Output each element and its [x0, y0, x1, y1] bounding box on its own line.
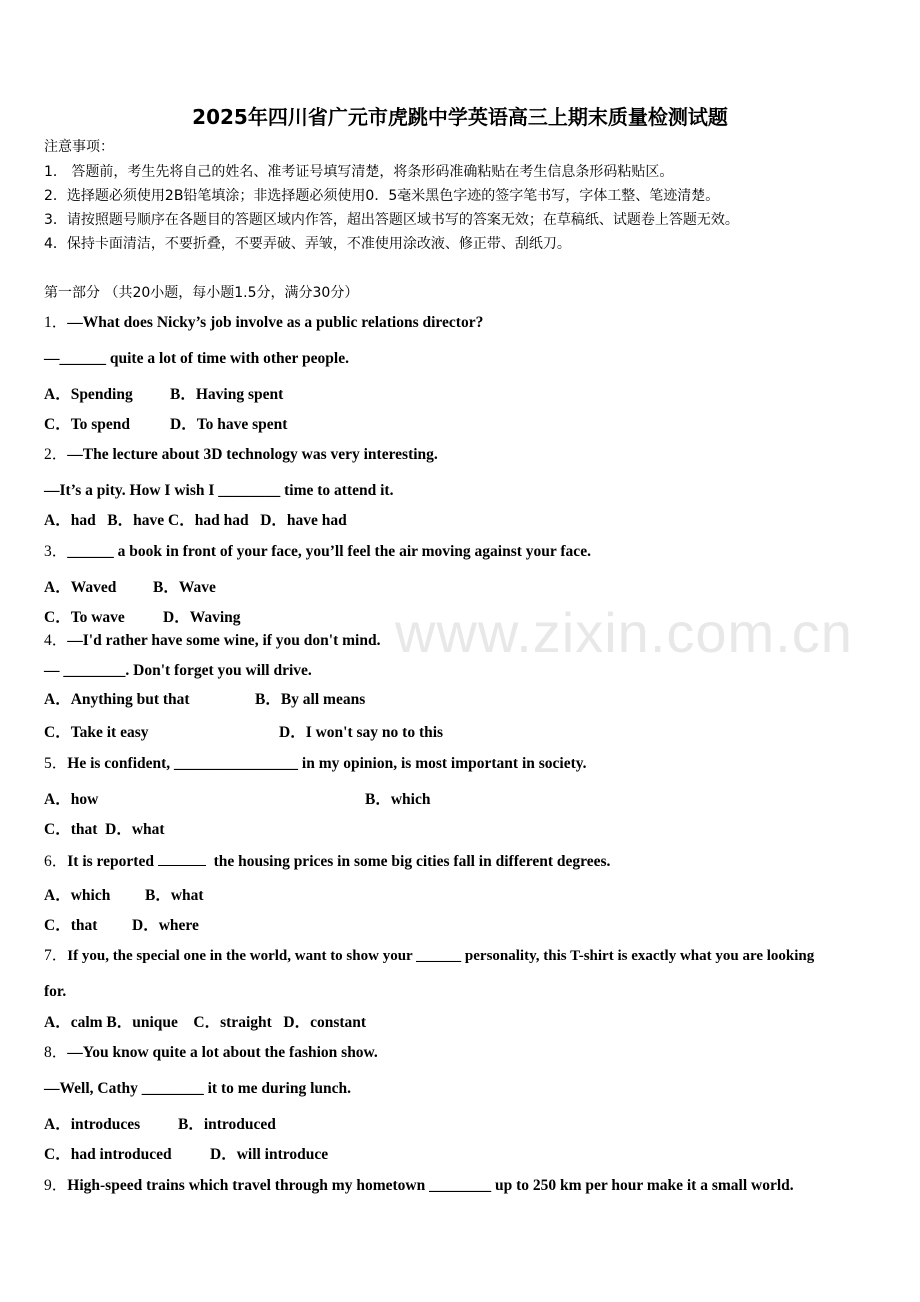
options-row: A．had B．have C．had had D．have had [44, 512, 347, 529]
question-number: 5． [44, 755, 68, 772]
question-7-line2: for. [44, 983, 67, 1000]
option-a: A．how [44, 791, 99, 808]
question-number: 6． [44, 853, 68, 870]
option-d: D．will introduce [210, 1146, 329, 1163]
question-2 [44, 446, 438, 464]
question-6 [44, 851, 610, 871]
option-a: A．introduces [44, 1116, 141, 1133]
option-d: D．I won't say no to this [279, 724, 444, 741]
question-text-start: It is reported [67, 853, 154, 870]
options-row: C．that D．what [44, 821, 165, 838]
question-text: —I'd rather have some wine, if you don't mind. [67, 632, 381, 649]
question-3 [44, 543, 591, 561]
option-b: B．introduced [178, 1116, 276, 1133]
question-text: If you, the special one in the world, want to show your ______ personality, this T-shirt is exactly what you are looking [67, 948, 815, 964]
answer-blank [158, 851, 206, 866]
question-number: 8． [44, 1044, 68, 1061]
question-5 [44, 755, 587, 773]
section-heading: 第一部分 （共20小题，每小题1.5分，满分30分） [44, 285, 359, 301]
option-d: D．Waving [163, 609, 241, 626]
question-text: —The lecture about 3D technology was very interesting. [67, 446, 438, 463]
question-text: High-speed trains which travel through my hometown ________ up to 250 km per hour make it a small world. [67, 1177, 794, 1194]
options-row: A．calm B．unique C．straight D．constant [44, 1014, 367, 1031]
option-d: D．where [132, 917, 199, 934]
option-b: B．which [365, 791, 431, 808]
question-4-line2: — ________. Don't forget you will drive. [44, 662, 312, 679]
page-title: 2025年四川省广元市虎跳中学英语高三上期末质量检测试题 [192, 105, 728, 129]
question-9 [44, 1177, 794, 1195]
notes-item-2: 2．选择题必须使用2B铅笔填涂；非选择题必须使用0．5毫米黑色字迹的签字笔书写，字体工整、笔迹清楚。 [44, 188, 720, 204]
question-2-line2: —It’s a pity. How I wish I ________ time to attend it. [44, 482, 394, 499]
question-number: 3． [44, 543, 68, 560]
question-number: 2． [44, 446, 68, 463]
question-text: —What does Nicky’s job involve as a public relations director? [67, 314, 484, 331]
option-b: B．By all means [255, 691, 366, 708]
option-b: B．Having spent [170, 386, 284, 403]
question-1-line2: —______ quite a lot of time with other people. [44, 350, 349, 367]
option-c: C．that [44, 917, 98, 934]
question-number: 7． [44, 947, 68, 964]
question-text-end: the housing prices in some big cities fall in different degrees. [213, 853, 611, 870]
notes-item-1: 1． 答题前，考生先将自己的姓名、准考证号填写清楚，将条形码准确粘贴在考生信息条形码粘贴区。 [44, 164, 674, 180]
question-text: —You know quite a lot about the fashion show. [67, 1044, 378, 1061]
option-b: B．Wave [153, 579, 216, 596]
option-c: C．had introduced [44, 1146, 172, 1163]
option-a: A．which [44, 887, 111, 904]
option-c: C．To wave [44, 609, 125, 626]
question-8 [44, 1044, 378, 1062]
question-7 [44, 947, 814, 965]
option-a: A．Spending [44, 386, 133, 403]
option-a: A．Waved [44, 579, 117, 596]
question-number: 9． [44, 1177, 68, 1194]
question-4 [44, 632, 380, 650]
question-1 [44, 314, 483, 332]
option-c: C．To spend [44, 416, 131, 433]
option-a: A．Anything but that [44, 691, 190, 708]
question-text: He is confident, ________________ in my opinion, is most important in society. [67, 755, 587, 772]
notes-item-3: 3．请按照题号顺序在各题目的答题区域内作答，超出答题区域书写的答案无效；在草稿纸、试题卷上答题无效。 [44, 212, 739, 228]
option-b: B．what [145, 887, 204, 904]
question-text: ______ a book in front of your face, you’ll feel the air moving against your face. [67, 543, 591, 560]
question-8-line2: —Well, Cathy ________ it to me during lunch. [44, 1080, 352, 1097]
question-number: 4． [44, 632, 68, 649]
notes-item-4: 4．保持卡面清洁，不要折叠，不要弄破、弄皱，不准使用涂改液、修正带、刮纸刀。 [44, 236, 571, 252]
option-c: C．Take it easy [44, 724, 149, 741]
watermark: www.zixin.com.cn [395, 601, 853, 664]
question-number: 1． [44, 314, 68, 331]
notes-heading: 注意事项： [44, 139, 114, 155]
option-d: D．To have spent [170, 416, 288, 433]
